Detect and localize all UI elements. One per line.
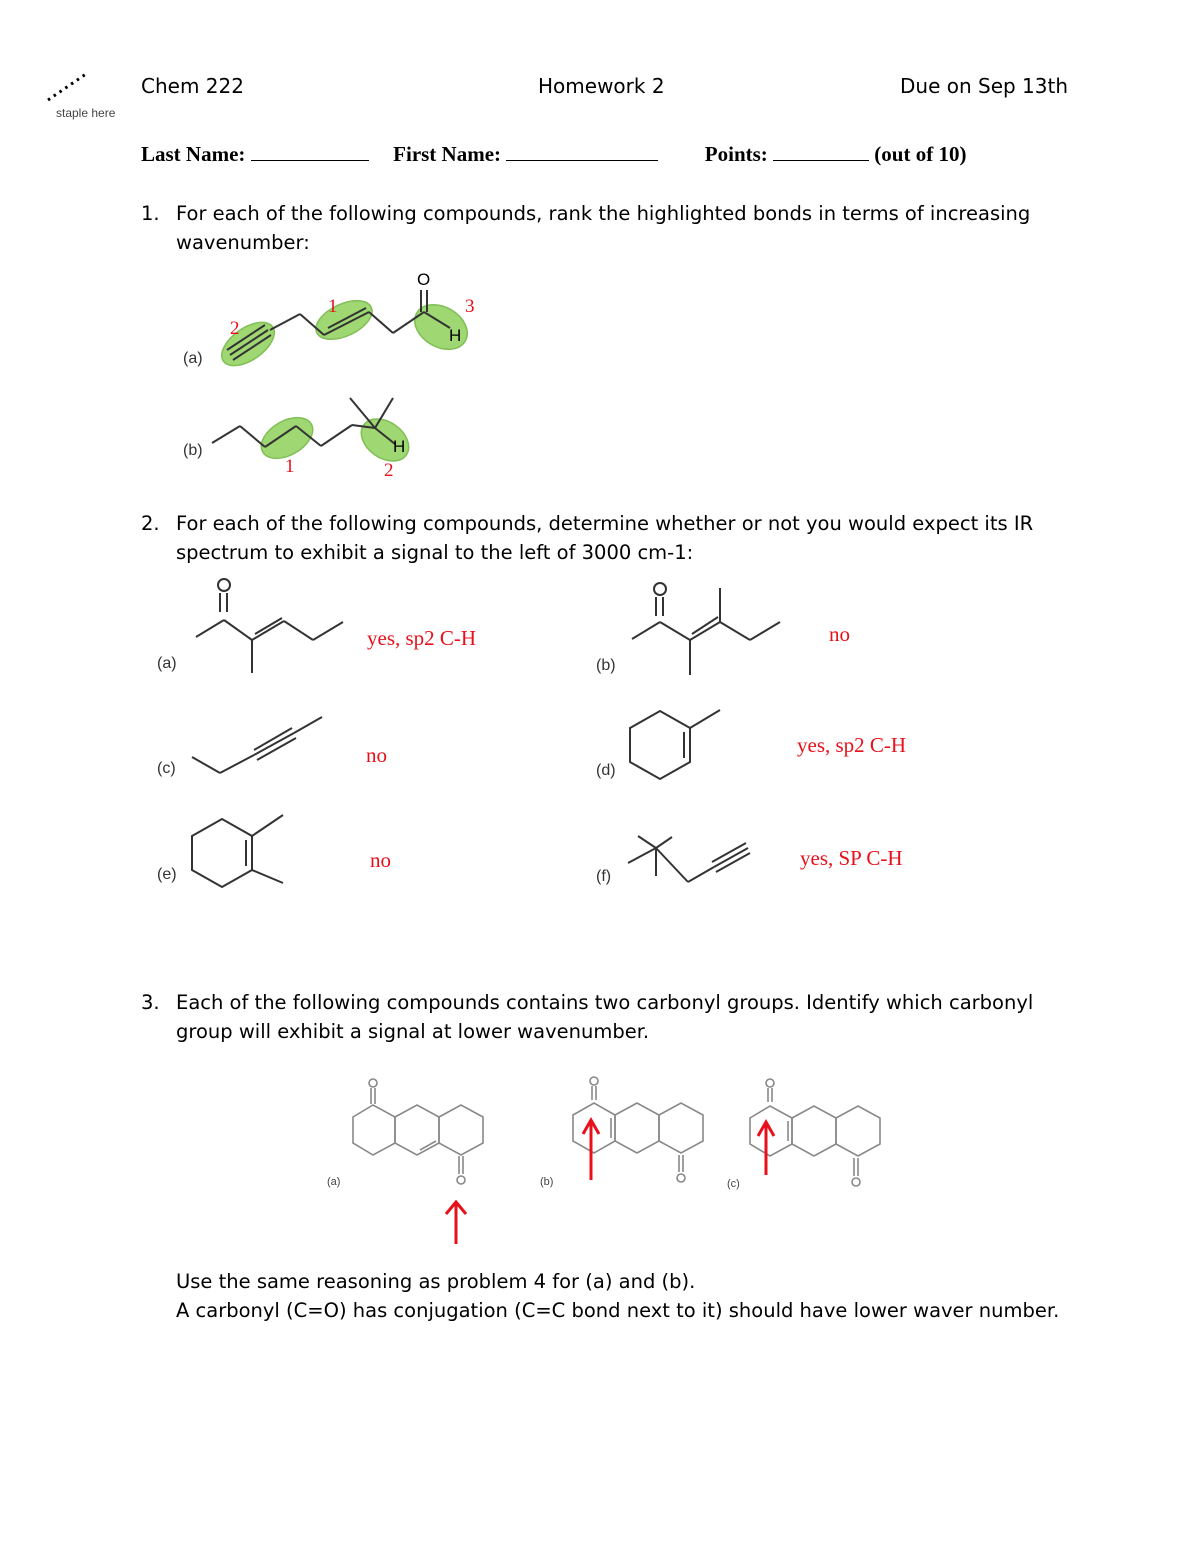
compound-label-a: (a) <box>183 350 203 367</box>
compound-label-f: (f) <box>596 868 612 885</box>
question-number: 3. <box>141 991 160 1014</box>
rank-ch2: 1 <box>285 456 295 477</box>
compound-label-a: (a) <box>327 1176 341 1188</box>
rank-aldehyde: 3 <box>465 296 475 317</box>
points-label: Points: <box>704 142 768 166</box>
question-text: For each of the following compounds, rank the highlighted bonds in terms of increasing wavenumber: <box>176 202 1031 254</box>
answer-e: no <box>370 848 391 872</box>
homework-title: Homework 2 <box>538 74 665 98</box>
compound-label-e: (e) <box>157 866 177 883</box>
compound-label-a: (a) <box>157 655 177 672</box>
atom-oxygen: O <box>417 270 431 289</box>
answer-notes <box>176 1267 1076 1325</box>
due-date: Due on Sep 13th <box>900 74 1069 98</box>
note-line-1: Use the same reasoning as problem 4 for (a) and (b). <box>176 1270 696 1293</box>
rank-tertiary: 2 <box>384 460 394 481</box>
answer-b: no <box>829 622 850 646</box>
question-number: 1. <box>141 202 160 225</box>
answer-d: yes, sp2 C-H <box>797 733 907 757</box>
answer-c: no <box>366 743 387 767</box>
compound-label-c: (c) <box>157 760 176 777</box>
compound-label-b: (b) <box>596 657 616 674</box>
note-line-2: A carbonyl (C=O) has conjugation (C=C bond next to it) should have lower waver number. <box>176 1299 1060 1322</box>
question-text: For each of the following compounds, determine whether or not you would expect its IR spectrum to exhibit a signal to the left of 3000 cm-1: <box>176 512 1034 564</box>
answer-a: yes, sp2 C-H <box>367 626 477 650</box>
question-number: 2. <box>141 512 160 535</box>
rank-alkyne: 2 <box>230 318 240 339</box>
atom-hydrogen: H <box>393 437 406 456</box>
compound-label-b: (b) <box>540 1176 554 1188</box>
points-out-of: (out of 10) <box>874 142 967 166</box>
answer-f: yes, SP C-H <box>800 846 903 870</box>
atom-hydrogen: H <box>449 326 462 345</box>
rank-alkene: 1 <box>328 296 338 317</box>
question-text: Each of the following compounds contains two carbonyl groups. Identify which carbonyl group will exhibit a signal at lower wavenumber. <box>176 991 1034 1043</box>
compound-label-c: (c) <box>727 1178 740 1190</box>
last-name-label: Last Name: <box>141 142 246 166</box>
course-name: Chem 222 <box>141 74 244 98</box>
staple-label: staple here <box>56 106 116 120</box>
compound-label-b: (b) <box>183 442 203 459</box>
first-name-label: First Name: <box>393 142 502 166</box>
compound-label-d: (d) <box>596 762 616 779</box>
